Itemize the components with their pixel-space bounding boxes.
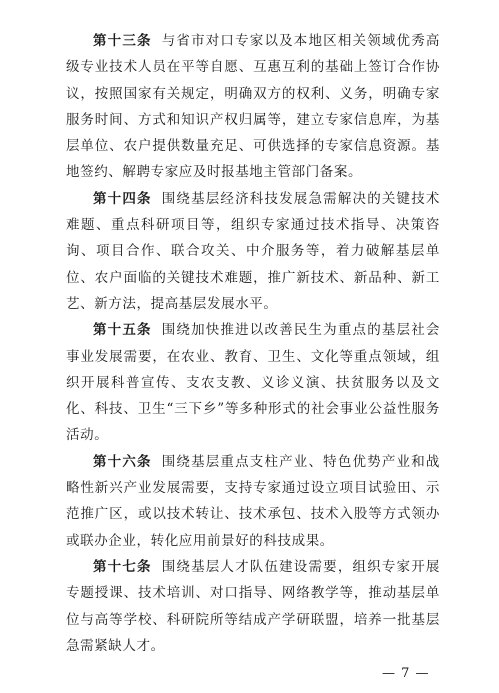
document-body [66,28,440,659]
article-text: 围绕基层经济科技发展急需解决的关键技术难题、重点科研项目等，组织专家通过技术指导、决策咨询、项目合作、联合攻关、中介服务等，着力破解基层单位、农户面临的关键技术难题，推广新技术、新品种、新工艺、新方法，提高基层发展水平。 [66,190,440,312]
article-13 [66,28,440,186]
article-16 [66,449,440,554]
article-label: 第十七条 [93,558,152,575]
article-15 [66,317,440,448]
article-label: 第十四条 [93,190,152,207]
article-text: 围绕加快推进以改善民生为重点的基层社会事业发展需要，在农业、教育、卫生、文化等重点领域，组织开展科普宣传、支农支教、义诊义演、扶贫服务以及文化、科技、卫生“三下乡”等多种形式的社会事业公益性服务活动。 [66,322,440,444]
article-label: 第十六条 [93,453,152,470]
article-17 [66,554,440,659]
article-text: 与省市对口专家以及本地区相关领域优秀高级专业技术人员在平等自愿、互惠互利的基础上签订合作协议，按照国家有关规定，明确双方的权利、义务，明确专家服务时间、方式和知识产权归属等，建立专家信息库，为基层单位、农户提供数量充足、可供选择的专家信息资源。基地签约、解聘专家应及时报基地主管部门备案。 [66,33,440,181]
article-text: 围绕基层重点支柱产业、特色优势产业和战略性新兴产业发展需要，支持专家通过设立项目试验田、示范推广区，或以技术转让、技术承包、技术入股等方式领办或联办企业，转化应用前景好的科技成果。 [66,453,440,549]
article-14 [66,186,440,317]
page-number: — 7 — [382,666,430,681]
article-label: 第十五条 [93,322,152,339]
article-text: 围绕基层人才队伍建设需要，组织专家开展专题授课、技术培训、对口指导、网络教学等，推动基层单位与高等学校、科研院所等结成产学研联盟，培养一批基层急需紧缺人才。 [66,558,440,654]
article-label: 第十三条 [93,33,152,49]
